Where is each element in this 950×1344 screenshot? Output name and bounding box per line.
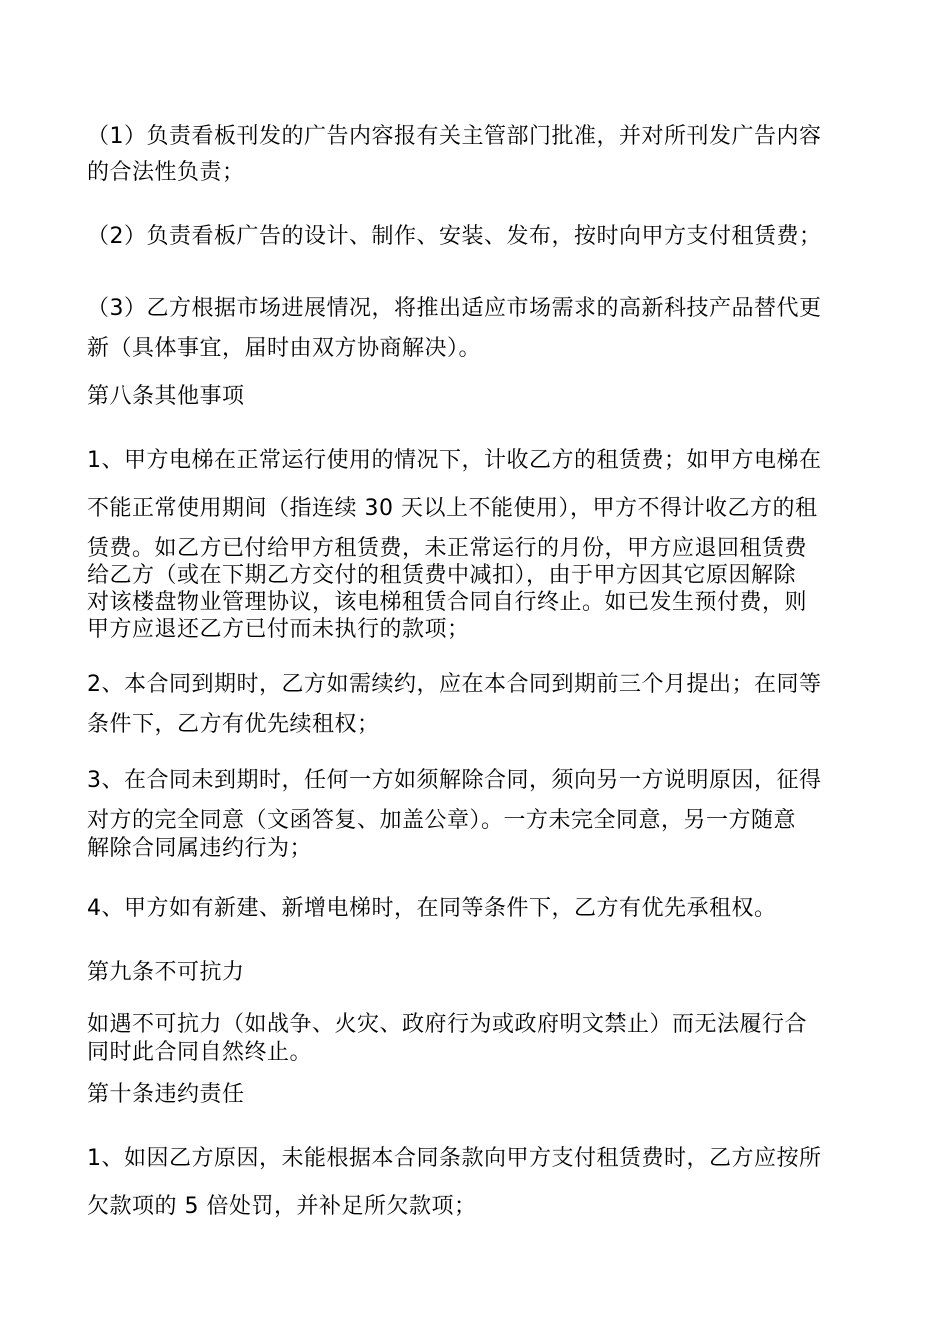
text-line: 4、甲方如有新建、新增电梯时，在同等条件下，乙方有优先承租权。: [87, 896, 777, 921]
text-line: 如遇不可抗力（如战争、火灾、政府行为或政府明文禁止）而无法履行合: [87, 1012, 808, 1037]
text-line: 解除合同属违约行为；: [87, 836, 313, 861]
text-line: 同时此合同自然终止。: [87, 1040, 313, 1065]
section-heading: 第十条违约责任: [87, 1082, 245, 1107]
text-line: 新（具体事宜，届时由双方协商解决）。: [87, 336, 482, 361]
text-line: 对方的完全同意（文函答复、加盖公章）。一方未完全同意，另一方随意: [87, 808, 797, 833]
section-heading: 第八条其他事项: [87, 384, 245, 409]
text-line: 欠款项的 5 倍处罚，并补足所欠款项；: [87, 1194, 477, 1219]
text-line: 对该楼盘物业管理协议，该电梯租赁合同自行终止。如已发生预付费，则: [87, 590, 808, 615]
text-line: 赁费。如乙方已付给甲方租赁费，未正常运行的月份，甲方应退回租赁费: [87, 536, 808, 561]
text-line: 1、甲方电梯在正常运行使用的情况下，计收乙方的租赁费；如甲方电梯在: [87, 448, 822, 473]
text-line: 给乙方（或在下期乙方交付的租赁费中减扣），由于甲方因其它原因解除: [87, 563, 797, 588]
text-line: 条件下，乙方有优先续租权；: [87, 712, 380, 737]
text-line: 甲方应退还乙方已付而未执行的款项；: [87, 617, 470, 642]
section-heading: 第九条不可抗力: [87, 960, 245, 985]
text-line: （1）负责看板刊发的广告内容报有关主管部门批准，并对所刊发广告内容: [87, 124, 822, 149]
text-line: （2）负责看板广告的设计、制作、安装、发布，按时向甲方支付租赁费；: [87, 224, 822, 249]
text-line: 2、本合同到期时，乙方如需续约，应在本合同到期前三个月提出；在同等: [87, 672, 822, 697]
text-line: （3）乙方根据市场进展情况，将推出适应市场需求的高新科技产品替代更: [87, 296, 822, 321]
text-line: 3、在合同未到期时，任何一方如须解除合同，须向另一方说明原因，征得: [87, 768, 822, 793]
text-line: 的合法性负责；: [87, 160, 245, 185]
text-line: 1、如因乙方原因，未能根据本合同条款向甲方支付租赁费时，乙方应按所: [87, 1146, 822, 1171]
text-line: 不能正常使用期间（指连续 30 天以上不能使用），甲方不得计收乙方的租: [87, 496, 818, 521]
